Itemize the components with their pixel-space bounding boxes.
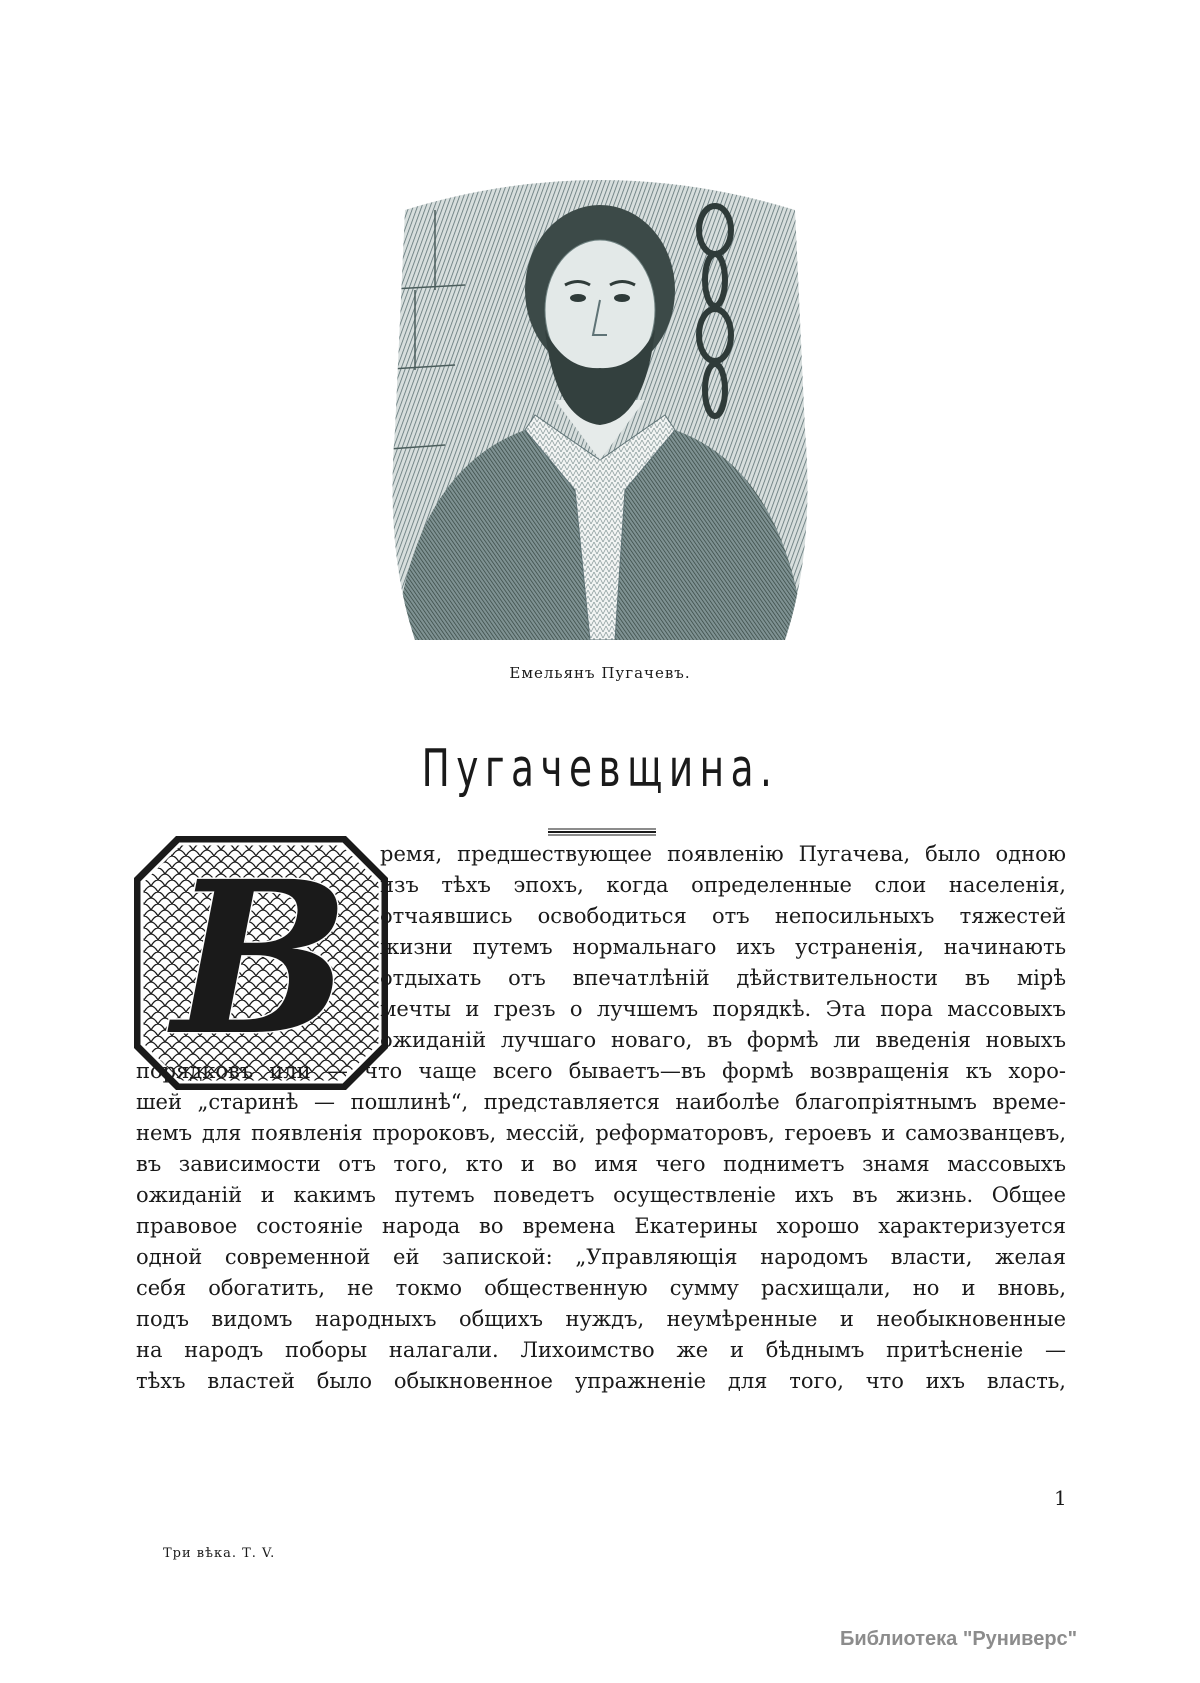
page-number: 1: [1054, 1486, 1067, 1510]
text-line: подъ видомъ народныхъ общихъ нуждъ, неумѣренные и необыкновенные: [136, 1307, 1066, 1331]
portrait-caption: Емельянъ Пугачевъ.: [509, 664, 691, 682]
portrait-illustration: [375, 170, 825, 640]
text-line: мечты и грезъ о лучшемъ порядкѣ. Эта пора массовыхъ: [380, 997, 1066, 1021]
text-line: отчаявшись освободиться отъ непосильныхъ тяжестей: [380, 904, 1066, 928]
signature-mark: Три вѣка. Т. V.: [163, 1546, 276, 1561]
text-line: себя обогатить, не токмо общественную сумму расхищали, но и вновь,: [136, 1276, 1066, 1300]
text-line: ожиданій лучшаго новаго, въ формѣ ли введенія новыхъ: [380, 1028, 1066, 1052]
text-line: отдыхать отъ впечатлѣній дѣйствительности въ мірѣ: [380, 966, 1066, 990]
title-divider: [548, 828, 656, 836]
text-line: ремя, предшествующее появленію Пугачева, было одною: [380, 842, 1066, 866]
watermark: Библиотека "Руниверс": [840, 1628, 1078, 1650]
text-line: тѣхъ властей было обыкновенное упражненіе для того, что ихъ власть,: [136, 1369, 1066, 1393]
text-line: на народъ поборы налагали. Лихоимство же и бѣднымъ притѣсненіе —: [136, 1338, 1066, 1362]
text-line: въ зависимости отъ того, кто и во имя чего подниметъ знамя массовыхъ: [136, 1152, 1066, 1176]
text-line: правовое состояніе народа во времена Екатерины хорошо характеризуется: [136, 1214, 1066, 1238]
text-line: одной современной ей запиской: „Управляющія народомъ власти, желая: [136, 1245, 1066, 1269]
text-line: изъ тѣхъ эпохъ, когда определенные слои населенія,: [380, 873, 1066, 897]
text-line: ожиданій и какимъ путемъ поведетъ осуществленіе ихъ въ жизнь. Общее: [136, 1183, 1066, 1207]
drop-cap-ornament: [130, 832, 392, 1094]
text-line: немъ для появленія пророковъ, мессій, реформаторовъ, героевъ и самозванцевъ,: [136, 1121, 1066, 1145]
text-line: жизни путемъ нормальнаго ихъ устраненія, начинають: [380, 935, 1066, 959]
page-title: Пугачевщина.: [421, 739, 779, 799]
text-line: шей „старинѣ — пошлинѣ“, представляется наиболѣе благопріятнымъ време-: [136, 1090, 1066, 1114]
text-line: порядковъ или — что чаще всего бываетъ—въ формѣ возвращенія къ хоро-: [136, 1059, 1066, 1083]
drop-cap-letter: В: [172, 835, 350, 1082]
